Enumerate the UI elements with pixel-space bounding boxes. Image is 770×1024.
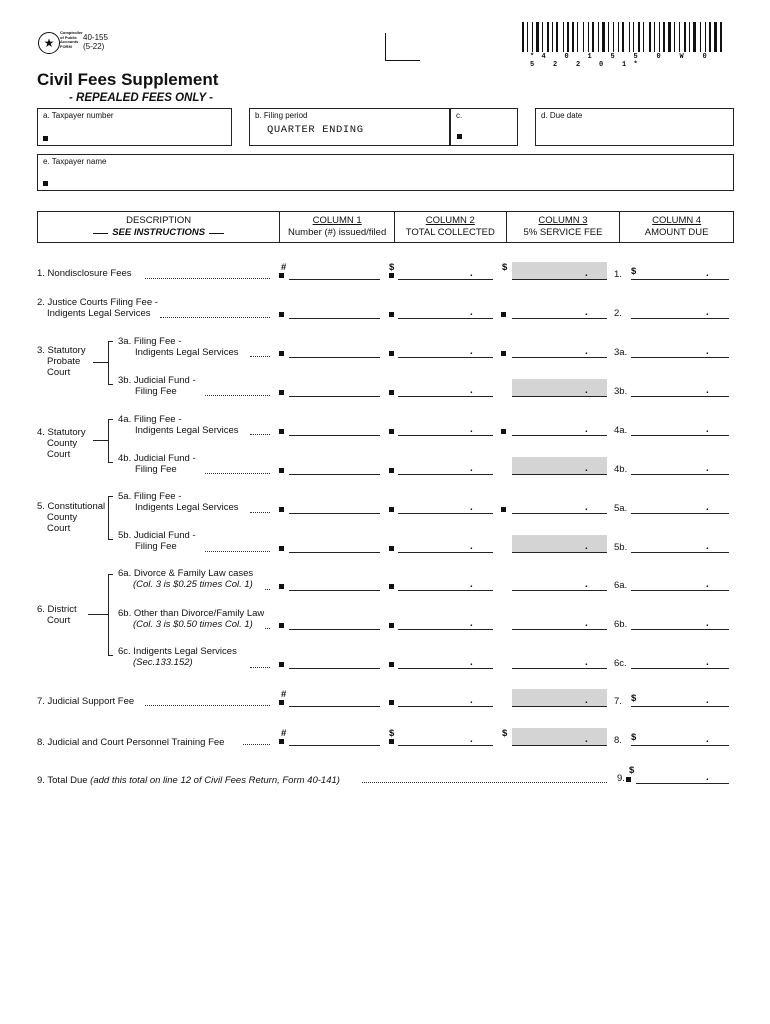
decimal-point: . [706, 268, 709, 279]
column-1-input[interactable] [289, 745, 380, 746]
field-marker-icon [279, 351, 284, 356]
field-marker-icon [501, 507, 506, 512]
row-2-label: 2. Justice Courts Filing Fee - [37, 297, 158, 308]
leader-dots [205, 395, 270, 396]
leader-dots [243, 744, 270, 745]
decimal-point: . [585, 268, 588, 279]
row-7-label: 7. Judicial Support Fee [37, 696, 135, 707]
column-3-input[interactable] [512, 706, 607, 707]
decimal-point: . [585, 657, 588, 668]
description-header: DESCRIPTION SEE INSTRUCTIONS [38, 212, 280, 242]
column-3-shaded [512, 728, 607, 745]
field-marker-icon [389, 584, 394, 589]
row-6c-label: 6c. Indigents Legal Services (Sec.133.152) [118, 646, 237, 668]
column-1-input[interactable] [289, 552, 380, 553]
group-4-bracket [108, 419, 113, 463]
decimal-point: . [706, 772, 709, 783]
column-2-input[interactable] [398, 357, 493, 358]
line-number: 4a. [614, 425, 628, 436]
column-4-input[interactable] [631, 668, 729, 669]
column-2-input[interactable] [398, 513, 493, 514]
column-3-input[interactable] [512, 590, 607, 591]
barcode [522, 22, 732, 52]
column-3-input[interactable] [512, 745, 607, 746]
group-6-label: 6. District Court [37, 604, 77, 626]
group-4-label: 4. Statutory County Court [37, 427, 86, 460]
line-number: 6b. [614, 619, 628, 630]
column-3-header: COLUMN 3 5% SERVICE FEE [507, 212, 621, 242]
column-3-shaded [512, 262, 607, 279]
field-marker-icon [279, 507, 284, 512]
row-4b-label: 4b. Judicial Fund - Filing Fee [118, 453, 196, 475]
field-marker-icon [389, 739, 394, 744]
column-2-input[interactable] [398, 706, 493, 707]
decimal-point: . [585, 385, 588, 396]
decimal-point: . [706, 385, 709, 396]
field-marker-icon [501, 312, 506, 317]
field-marker-icon [279, 623, 284, 628]
field-marker-icon [389, 700, 394, 705]
decimal-point: . [706, 618, 709, 629]
barcode-text: *4 0 1 5 5 0 W 0 5 2 2 0 1* [530, 53, 715, 69]
row-2-label-cont: Indigents Legal Services [47, 308, 151, 319]
column-3-input[interactable] [512, 474, 607, 475]
field-marker-icon [389, 351, 394, 356]
row-5b-label: 5b. Judicial Fund - Filing Fee [118, 530, 196, 552]
leader-dots [265, 628, 270, 629]
column-2-input[interactable] [398, 318, 493, 319]
field-marker-icon [279, 312, 284, 317]
column-1-input[interactable] [289, 513, 380, 514]
column-4-input[interactable] [631, 706, 729, 707]
decimal-point: . [470, 307, 473, 318]
column-3-input[interactable] [512, 318, 607, 319]
column-3-input[interactable] [512, 552, 607, 553]
leader-dots [250, 434, 270, 435]
decimal-point: . [470, 541, 473, 552]
field-marker-icon [279, 468, 284, 473]
hash-symbol: # [281, 728, 287, 739]
column-3-shaded [512, 535, 607, 552]
leader-dots [250, 667, 270, 668]
field-marker-icon [626, 777, 631, 782]
line-number: 3b. [614, 386, 628, 397]
row-6b-label: 6b. Other than Divorce/Family Law (Col. 3 is $0.50 times Col. 1) [118, 608, 265, 630]
column-2-input[interactable] [398, 668, 493, 669]
column-2-input[interactable] [398, 745, 493, 746]
line-number: 9. [617, 773, 625, 784]
row-5a-label: 5a. Filing Fee - Indigents Legal Services [118, 491, 239, 513]
decimal-point: . [470, 424, 473, 435]
field-marker-icon [389, 468, 394, 473]
filing-period-label: b. Filing period [255, 111, 308, 120]
decimal-point: . [470, 579, 473, 590]
column-3-shaded [512, 457, 607, 474]
column-2-input[interactable] [398, 590, 493, 591]
due-date-field[interactable] [535, 108, 734, 146]
field-marker-icon [279, 273, 284, 278]
field-marker-icon [279, 390, 284, 395]
line-number: 8. [614, 735, 622, 746]
line-number: 5b. [614, 542, 628, 553]
dollar-symbol: $ [389, 262, 395, 273]
field-marker-icon [279, 662, 284, 667]
dollar-symbol: $ [389, 728, 395, 739]
taxpayer-name-label: e. Taxpayer name [43, 157, 107, 166]
column-1-input[interactable] [289, 474, 380, 475]
column-3-input[interactable] [512, 629, 607, 630]
dollar-symbol: $ [502, 728, 508, 739]
decimal-point: . [585, 695, 588, 706]
dollar-symbol: $ [631, 693, 637, 704]
column-4-input[interactable] [631, 745, 729, 746]
leader-dots [250, 356, 270, 357]
total-due-input[interactable] [636, 783, 729, 784]
dollar-symbol: $ [631, 732, 637, 743]
column-4-input[interactable] [631, 318, 729, 319]
due-date-label: d. Due date [541, 111, 583, 120]
decimal-point: . [470, 618, 473, 629]
dollar-symbol: $ [629, 765, 635, 776]
field-marker-icon [389, 662, 394, 667]
decimal-point: . [706, 541, 709, 552]
hash-symbol: # [281, 262, 287, 273]
filing-period-field[interactable] [249, 108, 450, 146]
column-3-shaded [512, 689, 607, 706]
row-9-label: 9. Total Due (add this total on line 12 of Civil Fees Return, Form 40-141) [37, 775, 340, 786]
column-3-shaded [512, 379, 607, 396]
column-3-input[interactable] [512, 279, 607, 280]
column-4-header: COLUMN 4 AMOUNT DUE [644, 215, 709, 238]
hash-symbol: # [281, 689, 287, 700]
column-4-input[interactable] [631, 552, 729, 553]
group-5-label: 5. Constitutional County Court [37, 501, 106, 534]
column-3-input[interactable] [512, 396, 607, 397]
taxpayer-number-field[interactable] [37, 108, 232, 146]
filing-period-value: QUARTER ENDING [267, 124, 364, 136]
row-3a-label: 3a. Filing Fee - Indigents Legal Services [118, 336, 239, 358]
decimal-point: . [470, 346, 473, 357]
field-marker-icon [501, 429, 506, 434]
field-marker-icon [389, 507, 394, 512]
field-marker-icon [279, 739, 284, 744]
field-c-label: c. [456, 111, 463, 120]
decimal-point: . [706, 424, 709, 435]
comptroller-seal-icon: ★ [38, 32, 60, 54]
leader-dots [265, 589, 270, 590]
column-1-input[interactable] [289, 629, 380, 630]
field-marker-icon [389, 546, 394, 551]
column-1-input[interactable] [289, 279, 380, 280]
decimal-point: . [470, 268, 473, 279]
column-3-input[interactable] [512, 357, 607, 358]
decimal-point: . [470, 385, 473, 396]
field-marker-icon [279, 584, 284, 589]
group-3-label: 3. Statutory Probate Court [37, 345, 86, 378]
column-3-input[interactable] [512, 668, 607, 669]
column-2-input[interactable] [398, 396, 493, 397]
decimal-point: . [585, 579, 588, 590]
column-2-input[interactable] [398, 474, 493, 475]
line-number: 6c. [614, 658, 627, 669]
decimal-point: . [470, 695, 473, 706]
form-title: Civil Fees Supplement [37, 70, 219, 89]
column-1-input[interactable] [289, 396, 380, 397]
decimal-point: . [470, 502, 473, 513]
field-marker-icon [279, 700, 284, 705]
line-number: 2. [614, 308, 622, 319]
decimal-point: . [585, 618, 588, 629]
column-2-input[interactable] [398, 279, 493, 280]
column-4-input[interactable] [631, 396, 729, 397]
column-3-input[interactable] [512, 513, 607, 514]
group-5-bracket [108, 496, 113, 540]
decimal-point: . [470, 734, 473, 745]
column-2-input[interactable] [398, 552, 493, 553]
form-number: 40-155 (5-22) [83, 33, 108, 51]
field-marker-icon [389, 273, 394, 278]
column-2-input[interactable] [398, 629, 493, 630]
column-4-input[interactable] [631, 590, 729, 591]
line-number: 7. [614, 696, 622, 707]
leader-dots [205, 551, 270, 552]
decimal-point: . [585, 463, 588, 474]
field-marker-icon [389, 390, 394, 395]
group-6-bracket [108, 574, 113, 656]
column-4-input[interactable] [631, 513, 729, 514]
row-4a-label: 4a. Filing Fee - Indigents Legal Services [118, 414, 239, 436]
decimal-point: . [585, 502, 588, 513]
column-4-input[interactable] [631, 435, 729, 436]
leader-dots [145, 278, 270, 279]
decimal-point: . [706, 657, 709, 668]
dollar-symbol: $ [502, 262, 508, 273]
column-header [37, 211, 734, 243]
row-8-label: 8. Judicial and Court Personnel Training Fee [37, 737, 225, 748]
leader-dots [250, 512, 270, 513]
agency-name: Comptroller of Public Accounts FORM [60, 30, 83, 49]
row-1-label: 1. Nondisclosure Fees [37, 268, 132, 279]
decimal-point: . [706, 346, 709, 357]
line-number: 3a. [614, 347, 628, 358]
decimal-point: . [585, 424, 588, 435]
line-number: 5a. [614, 503, 628, 514]
decimal-point: . [585, 541, 588, 552]
field-marker-icon [43, 136, 48, 141]
row-3b-label: 3b. Judicial Fund - Filing Fee [118, 375, 196, 397]
decimal-point: . [470, 463, 473, 474]
column-1-input[interactable] [289, 357, 380, 358]
decimal-point: . [585, 346, 588, 357]
leader-dots [362, 782, 607, 783]
row-6a-label: 6a. Divorce & Family Law cases (Col. 3 is $0.25 times Col. 1) [118, 568, 254, 590]
leader-dots [160, 317, 270, 318]
line-number: 6a. [614, 580, 628, 591]
column-4-input[interactable] [631, 357, 729, 358]
column-1-input[interactable] [289, 590, 380, 591]
decimal-point: . [706, 463, 709, 474]
field-marker-icon [389, 429, 394, 434]
field-marker-icon [279, 429, 284, 434]
field-marker-icon [501, 351, 506, 356]
taxpayer-name-field[interactable] [37, 154, 734, 191]
leader-dots [205, 473, 270, 474]
corner-mark [385, 33, 420, 61]
field-marker-icon [43, 181, 48, 186]
line-number: 4b. [614, 464, 628, 475]
field-marker-icon [279, 546, 284, 551]
field-marker-icon [389, 312, 394, 317]
field-c[interactable] [450, 108, 518, 146]
group-3-bracket [108, 341, 113, 385]
field-marker-icon [457, 134, 462, 139]
field-marker-icon [389, 623, 394, 628]
column-1-input[interactable] [289, 668, 380, 669]
dollar-symbol: $ [631, 266, 637, 277]
decimal-point: . [585, 734, 588, 745]
decimal-point: . [470, 657, 473, 668]
column-1-input[interactable] [289, 435, 380, 436]
leader-dots [145, 705, 270, 706]
column-4-input[interactable] [631, 629, 729, 630]
column-1-header: COLUMN 1 Number (#) issued/filed [280, 212, 395, 242]
line-number: 1. [614, 269, 622, 280]
column-3-input[interactable] [512, 435, 607, 436]
see-instructions: SEE INSTRUCTIONS [112, 227, 206, 238]
column-1-input[interactable] [289, 706, 380, 707]
decimal-point: . [585, 307, 588, 318]
decimal-point: . [706, 502, 709, 513]
decimal-point: . [706, 579, 709, 590]
taxpayer-number-label: a. Taxpayer number [43, 111, 114, 120]
column-4-input[interactable] [631, 279, 729, 280]
decimal-point: . [706, 307, 709, 318]
column-2-input[interactable] [398, 435, 493, 436]
column-2-header: COLUMN 2 TOTAL COLLECTED [395, 212, 507, 242]
column-4-input[interactable] [631, 474, 729, 475]
decimal-point: . [706, 695, 709, 706]
column-1-input[interactable] [289, 318, 380, 319]
decimal-point: . [706, 734, 709, 745]
form-subtitle: - REPEALED FEES ONLY - [69, 92, 213, 104]
